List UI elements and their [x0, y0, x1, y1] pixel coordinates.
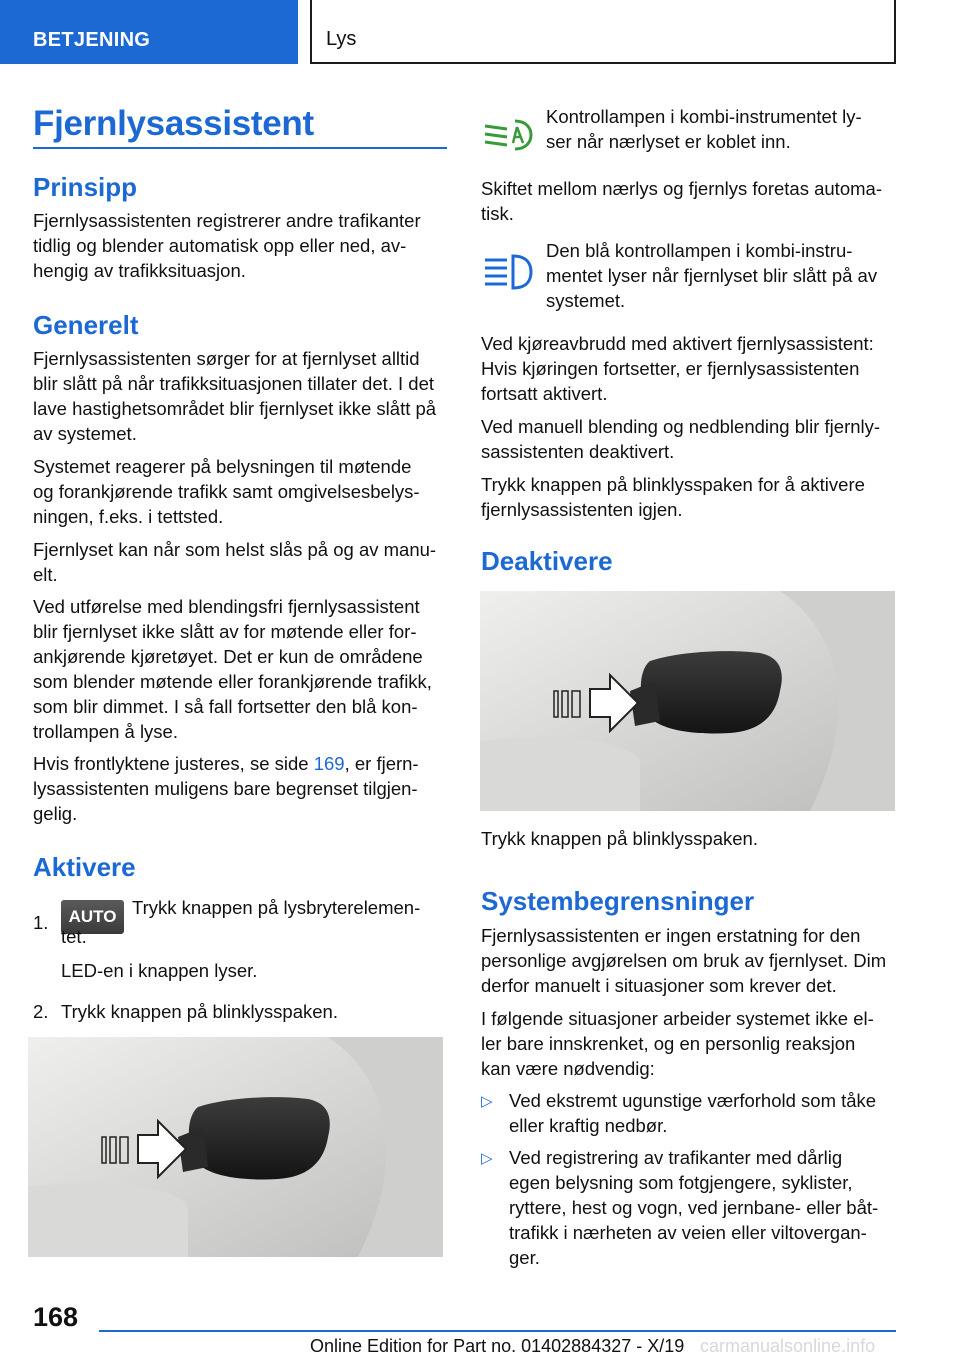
text-line: systemet. — [546, 290, 626, 311]
stalk-photo-deactivate — [480, 591, 895, 811]
text-line: Fjernlysassistenten er ingen erstatning for den — [481, 925, 861, 946]
step-number: 2. — [33, 1001, 49, 1022]
text-line: Ved utførelse med blendingsfri fjernlysassistent — [33, 596, 420, 617]
generelt-heading: Generelt — [33, 310, 139, 340]
text-line: personlige avgjørelsen om bruk av fjernlyset. Dim — [481, 950, 887, 971]
text-line: ger. — [509, 1247, 540, 1268]
chapter-label: Lys — [326, 28, 357, 50]
sys-para-2 — [481, 1006, 874, 1081]
bullet-item-2 — [509, 1145, 878, 1270]
stalk-illustration — [480, 591, 895, 811]
prinsipp-heading: Prinsipp — [33, 172, 138, 202]
text-line: ryttere, hest og vogn, ved jernbane- eller båt- — [509, 1197, 879, 1218]
text-line: ler bare innskrenket, og en personlig reaksjon — [481, 1033, 856, 1054]
text-line: som blir dimmet. I så fall fortsetter den blå kon- — [33, 696, 418, 717]
bullet-item-1 — [509, 1088, 876, 1138]
generelt-para-2 — [33, 454, 420, 529]
section-tab — [0, 0, 298, 64]
text-line: som blender møtende eller forankjørende trafikk, — [33, 671, 432, 692]
text-line: ser når nærlyset er koblet inn. — [546, 131, 791, 152]
text-line: Fjernlysassistenten sørger for at fjernlyset alltid — [33, 348, 420, 369]
text-line: sassistenten deaktivert. — [481, 441, 675, 462]
triangle-bullet-icon: ▷ — [481, 1150, 493, 1167]
section-label: BETJENING — [33, 29, 151, 51]
watermark: carmanualsonline.info — [700, 1336, 876, 1356]
right-para-2 — [481, 331, 874, 406]
footer-rule — [99, 1330, 896, 1332]
generelt-para-5 — [33, 751, 419, 826]
title-rule — [33, 147, 447, 149]
text-line: ankjørende kjøretøyet. Det er kun de områdene — [33, 646, 423, 667]
generelt-para-4 — [33, 594, 432, 744]
text-line: blir slått på når trafikksituasjonen tillater det. I det — [33, 373, 435, 394]
text-line — [61, 892, 447, 924]
text-line: elt. — [33, 564, 58, 585]
text-line: Ved ekstremt ugunstige værforhold som tåke — [509, 1090, 877, 1111]
auto-button-icon: AUTO — [61, 900, 124, 934]
generelt-para-1 — [33, 346, 436, 446]
deaktivere-heading: Deaktivere — [481, 546, 613, 576]
aktivere-heading: Aktivere — [33, 852, 136, 882]
text-line: gelig. — [33, 803, 78, 824]
text-line: Hvis kjøringen fortsetter, er fjernlysassistenten — [481, 358, 860, 379]
text-line: Ved manuell blending og nedblending blir fjernly- — [481, 416, 881, 437]
page-number: 168 — [33, 1302, 79, 1332]
text-line: trafikk i nærheten av veien eller viltovergan- — [509, 1222, 867, 1243]
edition-line: Online Edition for Part no. 01402884327 - X/19 — [310, 1336, 685, 1356]
text-line: og forankjørende trafikk samt omgivelsesbelys- — [33, 481, 420, 502]
text-line: Fjernlysassistenten registrerer andre trafikanter — [33, 210, 421, 231]
text-line: kan være nødvendig: — [481, 1058, 655, 1079]
text-line: tet. — [61, 926, 87, 947]
high-beam-indicator-icon — [483, 252, 533, 297]
text-line: Den blå kontrollampen i kombi-instru- — [546, 240, 853, 261]
text-line: trollampen å lyse. — [33, 721, 178, 742]
text-span: Trykk knappen på lysbryterelemen- — [132, 897, 421, 918]
text-span: Hvis frontlyktene justeres, se side — [33, 753, 314, 774]
text-line: lysassistenten muligens bare begrenset tilgjen- — [33, 778, 418, 799]
step-1 — [61, 890, 447, 983]
text-line: tidlig og blender automatisk opp eller ned, av- — [33, 235, 407, 256]
generelt-para-3 — [33, 537, 436, 587]
text-line: av systemet. — [33, 423, 137, 444]
text-line: tisk. — [481, 203, 514, 224]
chapter-tab — [310, 0, 896, 64]
text-line: derfor manuelt i situasjoner som krever det. — [481, 975, 837, 996]
text-line: egen belysning som fotgjengere, syklister, — [509, 1172, 853, 1193]
page-title: Fjernlysassistent — [33, 104, 314, 143]
text-line: Skiftet mellom nærlys og fjernlys foretas automa- — [481, 178, 882, 199]
stalk-illustration — [28, 1037, 443, 1257]
text-line: Ved registrering av trafikanter med dårlig — [509, 1147, 843, 1168]
sys-para-1 — [481, 923, 886, 998]
text-line: Trykk knappen på blinklysspaken for å aktivere — [481, 474, 865, 495]
text-line: fjernlysassistenten igjen. — [481, 499, 683, 520]
page-link-169[interactable]: 169 — [313, 753, 345, 774]
step-number: 1. — [33, 912, 49, 933]
indicator-1-text — [546, 104, 862, 154]
prinsipp-text — [33, 208, 421, 283]
indicator-2-text — [546, 238, 877, 313]
text-line: fortsatt aktivert. — [481, 383, 608, 404]
right-para-3 — [481, 414, 880, 464]
text-span: , er fjern- — [344, 753, 419, 774]
text-line: I følgende situasjoner arbeider systemet ikke el- — [481, 1008, 874, 1029]
right-para-4 — [481, 472, 865, 522]
text-line: eller kraftig nedbør. — [509, 1115, 668, 1136]
step-note: LED-en i knappen lyser. — [61, 960, 258, 981]
systembegrensninger-heading: Systembegrensninger — [481, 886, 755, 916]
text-line: Kontrollampen i kombi-instrumentet ly- — [546, 106, 862, 127]
text-line: Systemet reagerer på belysningen til møtende — [33, 456, 412, 477]
stalk-photo-activate — [28, 1037, 443, 1257]
deaktivere-caption: Trykk knappen på blinklysspaken. — [481, 828, 758, 849]
text-line: mentet lyser når fjernlyset blir slått på av — [546, 265, 878, 286]
text-line — [33, 751, 419, 776]
step-2: Trykk knappen på blinklysspaken. — [61, 1001, 338, 1022]
text-line: Fjernlyset kan når som helst slås på og av manu- — [33, 539, 437, 560]
right-para-1 — [481, 176, 882, 226]
text-line: hengig av trafikksituasjon. — [33, 260, 246, 281]
text-line: Ved kjøreavbrudd med aktivert fjernlysassistent: — [481, 333, 874, 354]
low-beam-indicator-icon — [483, 115, 533, 160]
triangle-bullet-icon: ▷ — [481, 1093, 493, 1110]
text-line: ningen, f.eks. i tettsted. — [33, 506, 224, 527]
text-line: lave hastighetsområdet blir fjernlyset ikke slått på — [33, 398, 437, 419]
text-line: blir fjernlyset ikke slått av for møtende eller for- — [33, 621, 417, 642]
